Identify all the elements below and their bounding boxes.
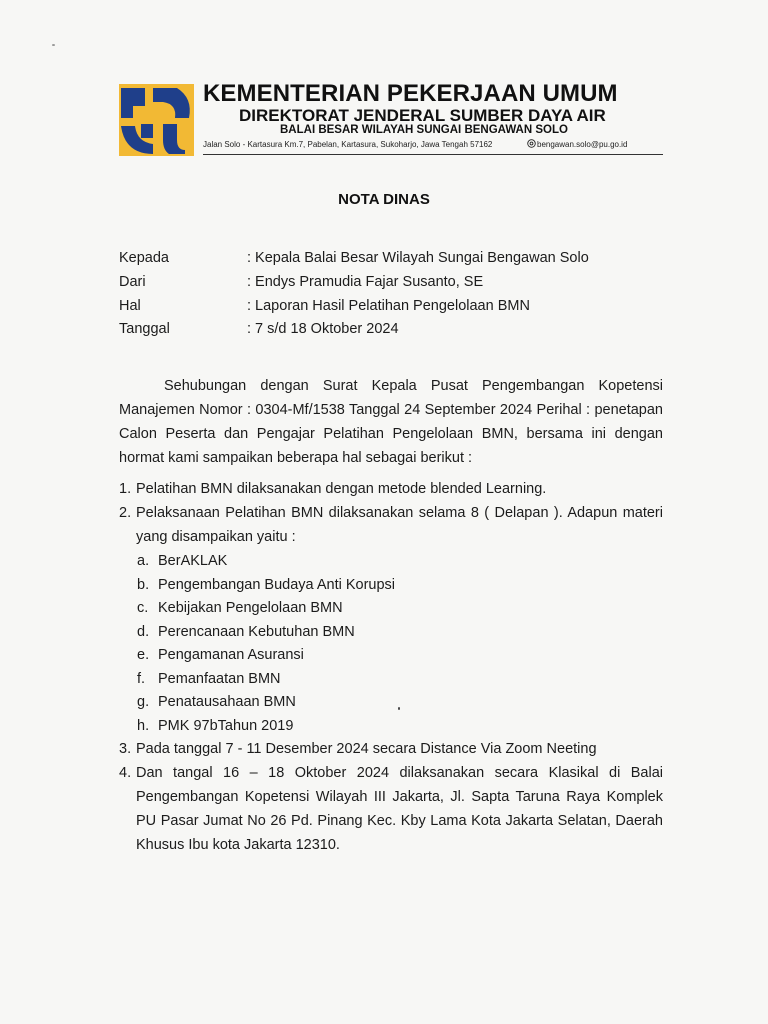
materi-item-b: Pengembangan Budaya Anti Korupsi <box>158 577 396 593</box>
materi-item-c: Kebijakan Pengelolaan BMN <box>158 600 343 616</box>
materi-item-h: PMK 97bTahun 2019 <box>158 718 294 734</box>
letterhead-divider <box>203 154 663 155</box>
office-name: BALAI BESAR WILAYAH SUNGAI BENGAWAN SOLO <box>280 124 568 136</box>
pu-logo-icon <box>119 84 194 156</box>
materi-letter-f: f. <box>137 671 146 687</box>
materi-letter-c: c. <box>137 600 149 616</box>
list-number-4: 4. <box>119 765 132 781</box>
materi-item-a: BerAKLAK <box>158 553 228 569</box>
field-value-hal: : Laporan Hasil Pelatihan Pengelolaan BMN <box>247 298 530 314</box>
body-paragraph <box>119 374 663 470</box>
document-title: NOTA DINAS <box>338 191 430 208</box>
email-icon <box>527 139 536 148</box>
materi-letter-h: h. <box>137 718 150 734</box>
list-item-3: Pada tanggal 7 - 11 Desember 2024 secara Distance Via Zoom Neeting <box>136 741 597 757</box>
materi-item-f: Pemanfaatan BMN <box>158 671 281 687</box>
body-paragraph-text: Sehubungan dengan Surat Kepala Pusat Pengembangan Kopetensi Manajemen Nomor : 0304-Mf/1538 Tanggal 24 September 2024 Perihal : penetapan Calon Peserta dan Pengajar Pelatihan Pengelolaan BMN, bersama ini dengan hormat kami sampaikan beberapa hal sebagai berikut : <box>119 378 663 466</box>
materi-item-d: Perencanaan Kebutuhan BMN <box>158 624 355 640</box>
materi-item-g: Penatausahaan BMN <box>158 694 296 710</box>
field-value-tanggal: : 7 s/d 18 Oktober 2024 <box>247 321 399 337</box>
list-number-2: 2. <box>119 505 132 521</box>
list-item-4: Dan tangal 16 – 18 Oktober 2024 dilaksanakan secara Klasikal di Balai Pengembangan Kopetensi Wilayah III Jakarta, Jl. Sapta Taruna Raya Komplek PU Pasar Jumat No 26 Pd. Pinang Kec. Kby Lama Kota Jakarta Selatan, Daerah Khusus Ibu kota Jakarta 12310. <box>136 765 663 853</box>
materi-letter-g: g. <box>137 694 150 710</box>
field-label-kepada: Kepada <box>119 250 169 266</box>
field-label-hal: Hal <box>119 298 141 314</box>
materi-item-e: Pengamanan Asuransi <box>158 647 304 663</box>
materi-letter-d: d. <box>137 624 150 640</box>
ministry-name: KEMENTERIAN PEKERJAAN UMUM <box>203 80 618 107</box>
materi-letter-b: b. <box>137 577 150 593</box>
scan-speck <box>398 707 400 710</box>
directorate-name: DIREKTORAT JENDERAL SUMBER DAYA AIR <box>239 106 606 125</box>
list-item-1: Pelatihan BMN dilaksanakan dengan metode blended Learning. <box>136 481 547 497</box>
materi-letter-a: a. <box>137 553 150 569</box>
field-value-kepada: : Kepala Balai Besar Wilayah Sungai Bengawan Solo <box>247 250 589 266</box>
scan-speck <box>52 44 55 46</box>
list-number-3: 3. <box>119 741 132 757</box>
list-item-2: Pelaksanaan Pelatihan BMN dilaksanakan selama 8 ( Delapan ). Adapun materi yang disampaikan yaitu : <box>136 505 663 545</box>
field-value-dari: : Endys Pramudia Fajar Susanto, SE <box>247 274 484 290</box>
materi-letter-e: e. <box>137 647 150 663</box>
field-label-dari: Dari <box>119 274 146 290</box>
field-label-tanggal: Tanggal <box>119 321 170 337</box>
office-address: Jalan Solo - Kartasura Km.7, Pabelan, Kartasura, Sukoharjo, Jawa Tengah 57162 <box>203 140 493 149</box>
office-email: bengawan.solo@pu.go.id <box>537 140 628 149</box>
list-number-1: 1. <box>119 481 132 497</box>
